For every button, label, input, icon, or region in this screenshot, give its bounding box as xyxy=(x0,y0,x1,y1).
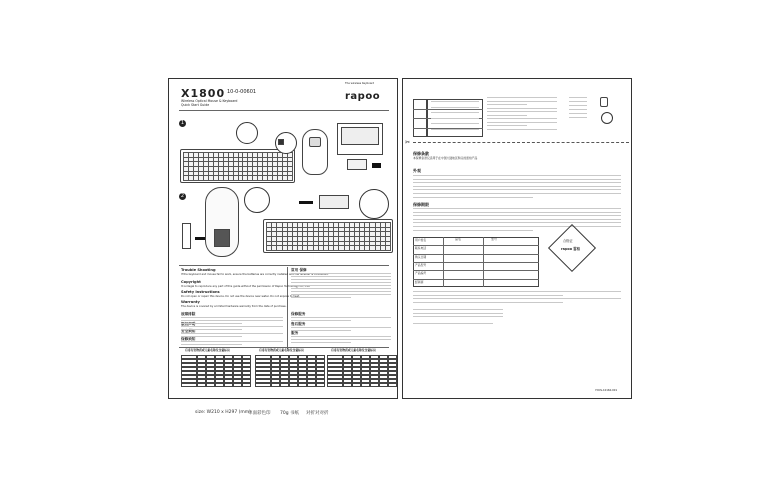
form-row-label: 产品编号 xyxy=(415,271,427,276)
form-column-model: 型号 xyxy=(491,237,498,241)
text-line xyxy=(431,129,479,130)
text-line xyxy=(413,175,621,176)
text-line xyxy=(431,123,479,124)
form-column-name: 品名 xyxy=(455,237,462,241)
warranty-terms-body: 本保修条款仅适用于在中国大陆地区购买的雷柏产品 xyxy=(413,156,478,160)
cn-heading-4: 保修须知 xyxy=(181,337,196,341)
cn-right-heading-1: 常用 保修 xyxy=(291,268,307,272)
qc-stamp-label: 合格证 xyxy=(563,239,573,243)
warranty-terms-heading: 保修条款 xyxy=(413,151,429,156)
table-cell xyxy=(206,383,215,387)
column-divider xyxy=(287,267,288,349)
section-divider xyxy=(179,265,389,266)
text-line xyxy=(291,291,391,292)
form-col-line xyxy=(443,237,444,287)
table-2-title: 有毒有害物质或元素名称及含量标识 xyxy=(259,348,304,352)
table-cell xyxy=(352,383,361,387)
text-line xyxy=(569,105,587,106)
text-line xyxy=(487,129,557,130)
text-line xyxy=(413,179,621,180)
table-cell xyxy=(289,383,298,387)
model-code: 10-0-00601 xyxy=(227,89,257,95)
text-line xyxy=(291,330,351,331)
text-line xyxy=(181,326,283,327)
text-line xyxy=(413,208,621,209)
text-line xyxy=(413,197,533,198)
text-line xyxy=(413,182,621,183)
receiver-illustration xyxy=(347,159,367,170)
table-cell xyxy=(327,383,343,387)
section-body-warranty: The device is covered by a limited hardware warranty from the date of purchase. xyxy=(181,305,287,308)
text-line xyxy=(569,117,587,118)
section-heading-copyright: Copyright xyxy=(181,280,201,284)
text-line xyxy=(413,302,563,303)
form-row-label: 经销商 xyxy=(415,279,424,284)
text-line xyxy=(181,320,283,321)
form-row-label: 产品型号 xyxy=(415,262,427,267)
section-heading-trouble: Trouble Shooting xyxy=(181,268,216,272)
warranty-period-heading: 保修期限 xyxy=(413,202,429,207)
text-line xyxy=(569,113,587,114)
mouse-battery-slot xyxy=(214,229,230,247)
section-body-trouble: If the keyboard and mouse fail to work, ensure the batteries are correctly installed and the receiver is connected. xyxy=(181,273,329,276)
recycle-icon xyxy=(600,97,608,107)
text-line xyxy=(413,316,503,317)
text-line xyxy=(413,309,503,310)
text-line xyxy=(291,320,351,321)
switch-icon xyxy=(278,139,284,145)
table-cell xyxy=(280,383,289,387)
guide-right-page xyxy=(402,78,632,399)
text-line xyxy=(413,215,621,216)
table-cell xyxy=(370,383,379,387)
caption-size: size: W210 x H297 (mm) xyxy=(195,410,251,415)
text-line xyxy=(291,327,391,328)
text-line xyxy=(431,101,479,102)
text-line xyxy=(413,313,503,314)
text-line xyxy=(413,189,621,190)
table-cell xyxy=(255,383,271,387)
text-line xyxy=(413,222,621,223)
text-line xyxy=(181,344,242,345)
table-cell xyxy=(379,383,388,387)
text-line xyxy=(181,336,242,337)
zoom-circle-keyboard-battery xyxy=(359,189,389,219)
text-line xyxy=(413,219,621,220)
keyboard-illustration xyxy=(180,149,295,183)
text-line xyxy=(413,230,533,231)
form-row-label: 用户姓名 xyxy=(415,238,427,242)
text-line xyxy=(291,285,391,286)
table-cell xyxy=(224,383,233,387)
battery-icon xyxy=(182,223,191,249)
cn-right-heading-4: 服务 xyxy=(291,331,299,335)
text-line xyxy=(413,186,621,187)
table-cell xyxy=(343,383,352,387)
keyboard-bottom-illustration xyxy=(263,219,393,253)
keyboard-key xyxy=(287,175,293,181)
text-line xyxy=(291,276,391,277)
text-line xyxy=(431,112,479,113)
form-row-label: 联系电话 xyxy=(415,246,427,251)
text-line xyxy=(291,279,391,280)
table-cell xyxy=(361,383,370,387)
cut-line xyxy=(413,142,629,143)
document-code: YDCS-10160-001 xyxy=(595,389,618,392)
arrow-icon xyxy=(195,237,205,240)
step-2-badge: 2 xyxy=(180,193,185,199)
brand-tagline: The wireless Keyboard xyxy=(345,82,375,85)
text-line xyxy=(291,294,391,295)
step-1-badge: 1 xyxy=(180,120,185,126)
text-line xyxy=(569,101,587,102)
scissors-icon: ✂ xyxy=(405,139,411,146)
table-1-title: 有毒有害物质或元素名称及含量标识 xyxy=(185,348,230,352)
caption-print: 单面彩色印 xyxy=(248,411,271,416)
text-line xyxy=(487,125,527,126)
text-line xyxy=(413,193,621,194)
insert-arrow-icon xyxy=(299,201,313,204)
cn-heading-1: 故障排除 xyxy=(181,312,196,316)
section-heading-warranty: Warranty xyxy=(181,300,200,304)
text-line xyxy=(291,339,391,340)
text-line xyxy=(569,97,587,98)
cn-right-heading-2: 保修服务 xyxy=(291,312,306,316)
mouse-illustration xyxy=(302,129,328,175)
subtitle-line-2: Quick Start Guide xyxy=(181,103,210,107)
laptop-screen xyxy=(341,127,379,145)
text-line xyxy=(181,329,242,330)
text-line xyxy=(413,291,621,292)
text-line xyxy=(431,107,479,108)
text-line xyxy=(487,108,557,109)
cn-heading-3: 安全须知 xyxy=(181,329,196,333)
text-line xyxy=(291,342,351,343)
section-body-copyright: It is illegal to reproduce any part of this guide without the permission of Rapoo Technology Co., Ltd. xyxy=(181,285,311,288)
text-line xyxy=(487,101,557,102)
table-cell xyxy=(181,383,197,387)
text-line xyxy=(569,109,587,110)
text-line xyxy=(181,323,242,324)
caption-paper: 70g 书纸 xyxy=(280,411,300,416)
text-line xyxy=(181,317,283,318)
mouse-battery-cover xyxy=(309,137,321,147)
table-cell xyxy=(197,383,206,387)
keyboard-battery-slot xyxy=(319,195,349,209)
receiver-plug-icon xyxy=(372,163,381,168)
table-cell xyxy=(242,383,251,387)
zoom-circle-battery xyxy=(244,187,270,213)
guide-left-page xyxy=(168,78,398,399)
text-line xyxy=(487,104,527,105)
text-line xyxy=(487,111,557,112)
table-cell xyxy=(271,383,280,387)
table-cell xyxy=(298,383,307,387)
table-cell xyxy=(215,383,224,387)
text-line xyxy=(291,336,391,337)
table-cell xyxy=(388,383,397,387)
cn-heading-2: 版权声明 xyxy=(181,322,196,326)
zoom-circle-power xyxy=(236,122,258,144)
form-col-line xyxy=(483,237,484,287)
text-line xyxy=(291,282,391,283)
text-line xyxy=(487,97,557,98)
text-line xyxy=(487,115,527,116)
table-3-title: 有毒有害物质或元素名称及含量标识 xyxy=(331,348,376,352)
text-line xyxy=(487,122,557,123)
model-name: X1800 xyxy=(181,87,226,100)
text-line xyxy=(413,298,621,299)
certification-mark-icon xyxy=(601,112,613,124)
table-cell xyxy=(307,383,316,387)
table-cell xyxy=(316,383,325,387)
keyboard-key xyxy=(385,245,391,251)
section-body-safety: Do not open or repair this device. Do not use the device near water. Do not expose to heat. xyxy=(181,295,300,298)
text-line xyxy=(291,273,391,274)
header-divider xyxy=(179,110,389,111)
text-line xyxy=(291,317,391,318)
qc-stamp-brand: rapoo 雷柏 xyxy=(561,247,581,251)
brand-logo: rapoo xyxy=(345,91,381,102)
caption-note: 对折对对折 xyxy=(306,411,329,416)
text-line xyxy=(291,288,391,289)
text-line xyxy=(291,297,351,298)
text-line xyxy=(181,341,283,342)
text-line xyxy=(413,295,563,296)
subtitle-line-1: Wireless Optical Mouse & Keyboard xyxy=(181,99,238,103)
text-line xyxy=(413,226,621,227)
table-cell xyxy=(233,383,242,387)
text-line xyxy=(413,212,621,213)
section-heading-safety: Safety Instructions xyxy=(181,290,220,294)
text-line xyxy=(487,118,557,119)
appearance-heading: 外观 xyxy=(413,168,421,173)
text-line xyxy=(431,118,479,119)
text-line xyxy=(181,333,283,334)
cn-right-heading-3: 售后服务 xyxy=(291,322,306,326)
form-row-label: 购买日期 xyxy=(415,254,427,259)
text-line xyxy=(413,323,493,324)
